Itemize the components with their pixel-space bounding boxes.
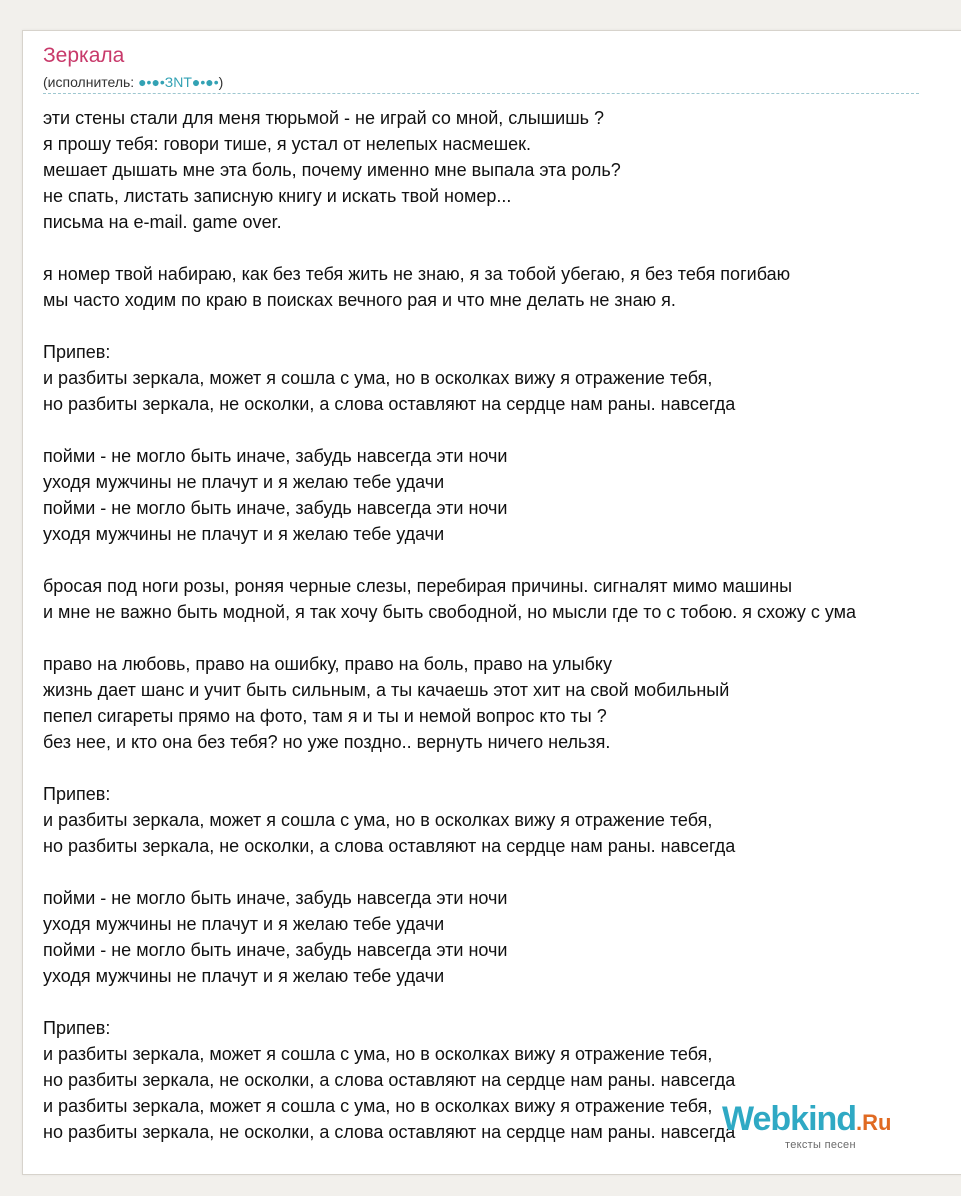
logo-brand: Webkind — [722, 1100, 857, 1138]
lyric-line: мешает дышать мне эта боль, почему именно мне выпала эта роль? — [43, 160, 621, 180]
lyrics-text — [43, 105, 856, 1145]
lyrics-card — [22, 30, 961, 1175]
lyric-line: пойми - не могло быть иначе, забудь навсегда эти ночи — [43, 940, 508, 960]
lyric-line: без нее, и кто она без тебя? но уже поздно.. вернуть ничего нельзя. — [43, 732, 611, 752]
lyric-line: я прошу тебя: говори тише, я устал от нелепых насмешек. — [43, 134, 532, 154]
song-title: Зеркала — [43, 44, 125, 67]
lyric-line: и разбиты зеркала, может я сошла с ума, но в осколках вижу я отражение тебя, — [43, 810, 713, 830]
lyric-line: не спать, листать записную книгу и искать твой номер... — [43, 186, 512, 206]
lyric-line: пойми - не могло быть иначе, забудь навсегда эти ночи — [43, 498, 508, 518]
lyric-line: и разбиты зеркала, может я сошла с ума, но в осколках вижу я отражение тебя, — [43, 1096, 713, 1116]
lyric-line — [43, 755, 856, 781]
lyric-line: жизнь дает шанс и учит быть сильным, а ты качаешь этот хит на свой мобильный — [43, 680, 730, 700]
lyric-line: мы часто ходим по краю в поисках вечного рая и что мне делать не знаю я. — [43, 290, 676, 310]
artist-line — [43, 74, 223, 90]
logo-tld: .Ru — [856, 1110, 892, 1135]
lyric-line: уходя мужчины не плачут и я желаю тебе удачи — [43, 524, 445, 544]
lyric-line: право на любовь, право на ошибку, право на боль, право на улыбку — [43, 654, 612, 674]
lyric-line: пепел сигареты прямо на фото, там я и ты и немой вопрос кто ты ? — [43, 706, 607, 726]
lyric-line: но разбиты зеркала, не осколки, а слова оставляют на сердце нам раны. навсегда — [43, 1122, 736, 1142]
lyric-line: Припев: — [43, 1018, 111, 1038]
logo-tagline: тексты песен — [785, 1139, 856, 1151]
lyric-line: и разбиты зеркала, может я сошла с ума, но в осколках вижу я отражение тебя, — [43, 368, 713, 388]
lyric-line — [43, 235, 856, 261]
lyric-line: и мне не важно быть модной, я так хочу быть свободной, но мысли где то с тобою. я схожу с ума — [43, 602, 857, 622]
lyric-line: уходя мужчины не плачут и я желаю тебе удачи — [43, 966, 445, 986]
lyric-line: пойми - не могло быть иначе, забудь навсегда эти ночи — [43, 446, 508, 466]
lyric-line: но разбиты зеркала, не осколки, а слова оставляют на сердце нам раны. навсегда — [43, 836, 736, 856]
lyric-line — [43, 859, 856, 885]
artist-suffix: ) — [218, 74, 224, 90]
artist-link[interactable]: ●•●•ЗNT●•●• — [138, 74, 219, 90]
title-divider — [43, 93, 919, 94]
lyric-line: но разбиты зеркала, не осколки, а слова оставляют на сердце нам раны. навсегда — [43, 1070, 736, 1090]
lyric-line: но разбиты зеркала, не осколки, а слова оставляют на сердце нам раны. навсегда — [43, 394, 736, 414]
lyric-line: и разбиты зеркала, может я сошла с ума, но в осколках вижу я отражение тебя, — [43, 1044, 713, 1064]
lyric-line — [43, 313, 856, 339]
lyric-line: Припев: — [43, 784, 111, 804]
artist-prefix: (исполнитель: — [43, 74, 139, 90]
lyric-line: пойми - не могло быть иначе, забудь навсегда эти ночи — [43, 888, 508, 908]
lyric-line: уходя мужчины не плачут и я желаю тебе удачи — [43, 472, 445, 492]
lyric-line — [43, 417, 856, 443]
lyric-line — [43, 989, 856, 1015]
lyric-line: Припев: — [43, 342, 111, 362]
lyric-line: бросая под ноги розы, роняя черные слезы, перебирая причины. сигналят мимо машины — [43, 576, 793, 596]
lyric-line: эти стены стали для меня тюрьмой - не играй со мной, слышишь ? — [43, 108, 605, 128]
webkind-logo — [722, 1100, 892, 1151]
lyric-line: уходя мужчины не плачут и я желаю тебе удачи — [43, 914, 445, 934]
lyric-line — [43, 625, 856, 651]
lyric-line: я номер твой набираю, как без тебя жить не знаю, я за тобой убегаю, я без тебя погибаю — [43, 264, 791, 284]
lyric-line — [43, 547, 856, 573]
lyric-line: письма на e-mail. game over. — [43, 212, 282, 232]
